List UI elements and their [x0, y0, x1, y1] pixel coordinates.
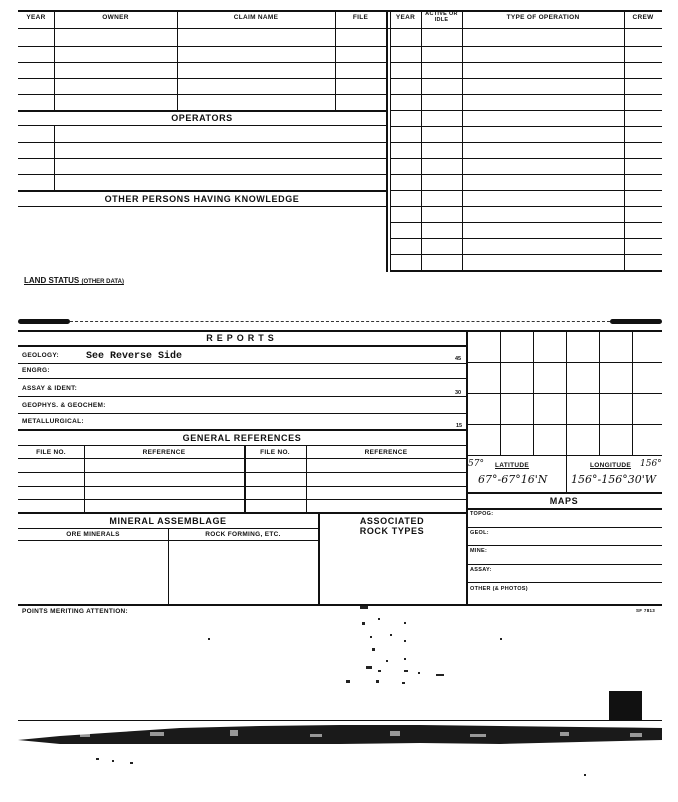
row-line [390, 126, 662, 127]
row-line [18, 94, 386, 95]
row-line [18, 125, 386, 126]
row-number: 30 [455, 390, 462, 396]
divider [168, 528, 169, 604]
row-line [18, 78, 386, 79]
report-label-geophys: GEOPHYS. & GEOCHEM: [22, 402, 106, 409]
ink-smudge [610, 319, 662, 324]
row-line [390, 62, 662, 63]
ref-header-reference: REFERENCE [142, 449, 186, 456]
land-status-sub: (OTHER DATA) [81, 279, 124, 285]
header-year: YEAR [26, 14, 46, 21]
divider [421, 10, 422, 272]
divider [306, 445, 307, 512]
map-mine: MINE: [470, 548, 488, 554]
row-line [18, 206, 386, 207]
longitude-label: LONGITUDE [590, 462, 631, 469]
row-line [18, 499, 466, 500]
divider [386, 10, 388, 272]
row-line [466, 545, 662, 546]
row-line [466, 527, 662, 528]
header-file: FILE [352, 14, 369, 21]
row-line [390, 46, 662, 47]
row-line [18, 445, 466, 446]
grid-line [466, 455, 662, 456]
row-line [18, 413, 466, 414]
row-line [18, 142, 386, 143]
map-topog: TOPOG: [470, 511, 494, 517]
row-number: 15 [456, 423, 463, 429]
longitude-value: 156°-156°30'W [571, 473, 657, 486]
header-active-idle: ACTIVE OR IDLE [425, 11, 458, 23]
grid-line [466, 393, 662, 394]
divider [390, 10, 391, 272]
general-references-title: GENERAL REFERENCES [182, 433, 302, 443]
land-status-label [24, 276, 124, 285]
divider [566, 455, 567, 492]
ore-minerals-header: ORE MINERALS [66, 531, 120, 538]
row-line [18, 62, 386, 63]
rule [18, 720, 662, 721]
header-type-of-operation: TYPE OF OPERATION [506, 14, 580, 21]
row-line [18, 190, 386, 192]
other-persons-title: OTHER PERSONS HAVING KNOWLEDGE [104, 194, 300, 204]
row-line [18, 378, 466, 379]
mineral-assemblage-title: MINERAL ASSEMBLAGE [109, 516, 227, 526]
row-line [390, 206, 662, 207]
map-other: OTHER (& PHOTOS) [470, 586, 528, 592]
latitude-label: LATITUDE [495, 462, 530, 469]
row-line [18, 472, 466, 473]
row-line [390, 158, 662, 159]
report-label-engrg: ENGRG: [22, 367, 50, 374]
form-number: SF 7813 [636, 608, 656, 613]
row-line [390, 222, 662, 223]
associated-rock-types-line2: ROCK TYPES [359, 526, 425, 536]
header-crew: CREW [632, 14, 654, 21]
divider [624, 10, 625, 272]
grid-line [466, 424, 662, 425]
row-line [18, 46, 386, 47]
row-line [390, 94, 662, 95]
latitude-value: 67°-67°16'N [478, 473, 548, 486]
associated-rock-types-line1: ASSOCIATED [359, 516, 425, 526]
row-line [466, 582, 662, 583]
lat-prefix: 57° [468, 459, 484, 469]
map-assay: ASSAY: [470, 567, 492, 573]
row-line [18, 363, 466, 364]
scan-mark [609, 691, 642, 721]
row-line [390, 78, 662, 79]
row-line [18, 174, 386, 175]
ink-smudge [18, 319, 70, 324]
row-line [466, 564, 662, 565]
report-label-geology: GEOLOGY: [22, 352, 59, 359]
divider [244, 445, 246, 512]
map-geol: GEOL: [470, 530, 489, 536]
rule [18, 429, 466, 431]
ref-header-file-no: FILE NO. [36, 449, 66, 456]
row-line [390, 174, 662, 175]
land-status-main: LAND STATUS [24, 276, 80, 285]
operators-title: OPERATORS [171, 113, 233, 123]
header-claim-name: CLAIM NAME [233, 14, 279, 21]
header-year-2: YEAR [395, 14, 416, 21]
geology-value: See Reverse Side [86, 351, 183, 362]
divider [462, 10, 463, 272]
header-owner: OWNER [102, 14, 129, 21]
divider [335, 10, 336, 110]
row-line [390, 254, 662, 255]
rule [466, 508, 662, 510]
row-line [390, 270, 662, 272]
long-prefix: 156° [640, 459, 662, 469]
rule [18, 512, 466, 514]
divider [84, 445, 85, 512]
fold-line [70, 321, 610, 322]
rule [18, 345, 466, 347]
rule [18, 28, 662, 29]
scan-smear [0, 722, 678, 750]
row-line [18, 396, 466, 397]
rule [18, 10, 662, 12]
rule [466, 492, 662, 494]
row-line [390, 142, 662, 143]
ref-header-reference-2: REFERENCE [364, 449, 408, 456]
row-line [390, 190, 662, 191]
divider [54, 10, 55, 110]
reports-title: REPORTS [206, 333, 278, 343]
maps-title: MAPS [549, 496, 579, 506]
row-line [390, 110, 662, 111]
divider [177, 10, 178, 110]
row-line [390, 238, 662, 239]
row-line [18, 158, 386, 159]
grid-line [466, 362, 662, 363]
points-meriting-attention-label: POINTS MERITING ATTENTION: [22, 608, 129, 615]
rock-forming-header: ROCK FORMING, ETC. [205, 531, 281, 538]
report-label-assay: ASSAY & IDENT: [22, 385, 78, 392]
row-line [18, 458, 466, 459]
row-number: 45 [455, 356, 462, 362]
ref-header-file-no-2: FILE NO. [260, 449, 290, 456]
row-line [18, 110, 386, 112]
scan-noise [0, 600, 678, 802]
report-label-metallurgical: METALLURGICAL: [22, 418, 84, 425]
row-line [18, 486, 466, 487]
